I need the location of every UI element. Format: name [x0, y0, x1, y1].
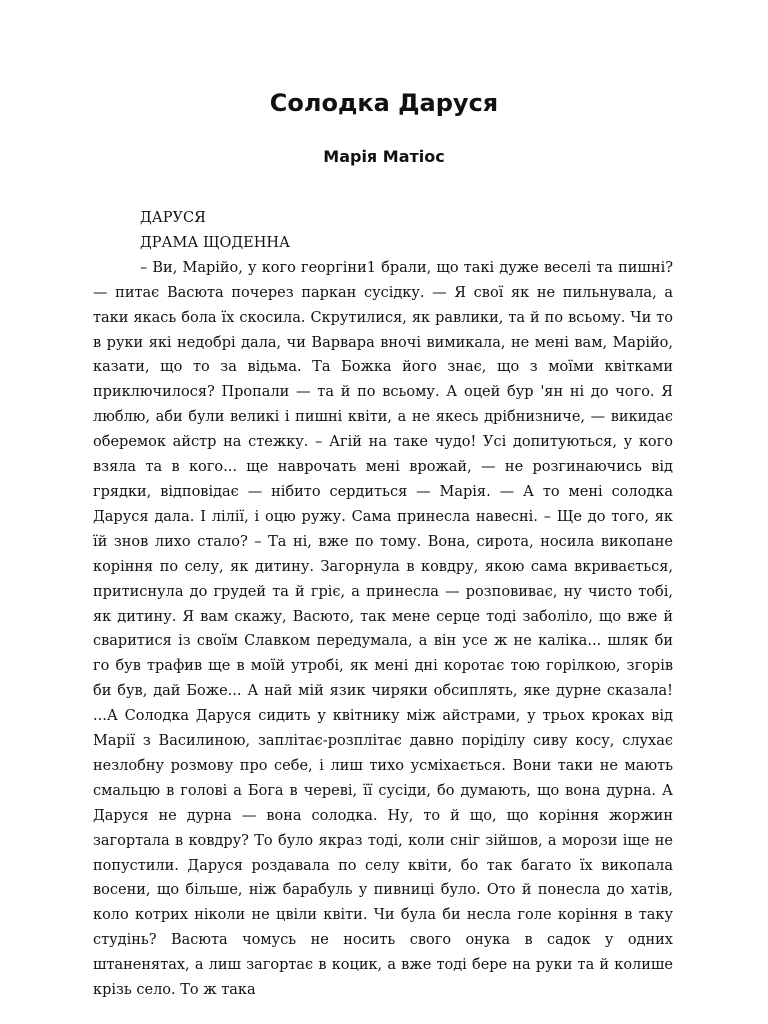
- author-name: Марія Матіос: [323, 147, 445, 166]
- section-subheading: ДРАМА ЩОДЕННА: [140, 234, 291, 251]
- document-title: Солодка Даруся: [269, 89, 499, 117]
- body-paragraph: – Ви, Марійо, у кого георгіни1 брали, що такі дуже веселі та пишні? — питає Васюта почерез паркан сусідку. — Я свої як не пильнувала, а таки якась бола їх скосила. Скрутилися, як равлики, та й по всьому. Чи то в руки які недобрі дала, чи Варвара вночі вимикала, не мені вам, Марійо, казати, що то за відьма. Та Божка його знає, що з моїми квітками приключилося? Пропали — та й по всьому. А оцей бур 'ян ні до чого. Я люблю, аби були великі і пишні квіти, а не якесь дрібнизниче, — викидає оберемок айстр на стежку. – Агій на таке чудо! Усі допитуються, у кого взяла та в кого... ще наврочать мені врожай, — не розгинаючись від грядки, відповідає — нібито сердиться — Марія. — А то мені солодка Даруся дала. І лілії, і оцю ружу. Сама принесла навесні. – Ще до того, як їй знов лихо стало? – Та ні, вже по тому. Вона, сирота, носила викопане коріння по селу, як дитину. Загорнула в ковдру, якою сама вкривається, притиснула до грудей та й гріє, а принесла — розповиває, ну чисто тобі, як дитину. Я вам скажу, Васюто, так мене серце тоді заболіло, що вже й сваритися із своїм Славком передумала, а він усе ж не каліка... шляк би го був трафив ще в моїй утробі, як мені дні коротає тою горілкою, згорів би був, дай Боже... А най мій язик чиряки обсиплять, яке дурне сказала! ...А Солодка Даруся сидить у квітнику між айстрами, у трьох кроках від Марії з Василиною, заплітає-розплітає давно поріділу сиву косу, слухає незлобну розмову про себе, і лиш тихо усміхається. Вони таки не мають смальцю в голові а Бога в череві, її сусіди, бо думають, що вона дурна. А Даруся не дурна — вона солодка. Ну, то й що, що коріння жоржин загортала в ковдру? То було якраз тоді, коли сніг зійшов, а морози іще не попустили. Даруся роздавала по селу квіти, бо так багато їх викопала восени, що більше, ніж барабуль у пивниці було. Ото й понесла до хатів, коло котрих ніколи не цвіли квіти. Чи була би несла голе коріння в таку студінь? Васюта чомусь не носить свого онука в садок у одних штаненятах, а лиш загортає в коцик, а вже тоді бере на руки та й колише крізь село. То ж така: [93, 259, 673, 999]
- body-text: [93, 206, 673, 1003]
- section-heading: ДАРУСЯ: [140, 210, 206, 226]
